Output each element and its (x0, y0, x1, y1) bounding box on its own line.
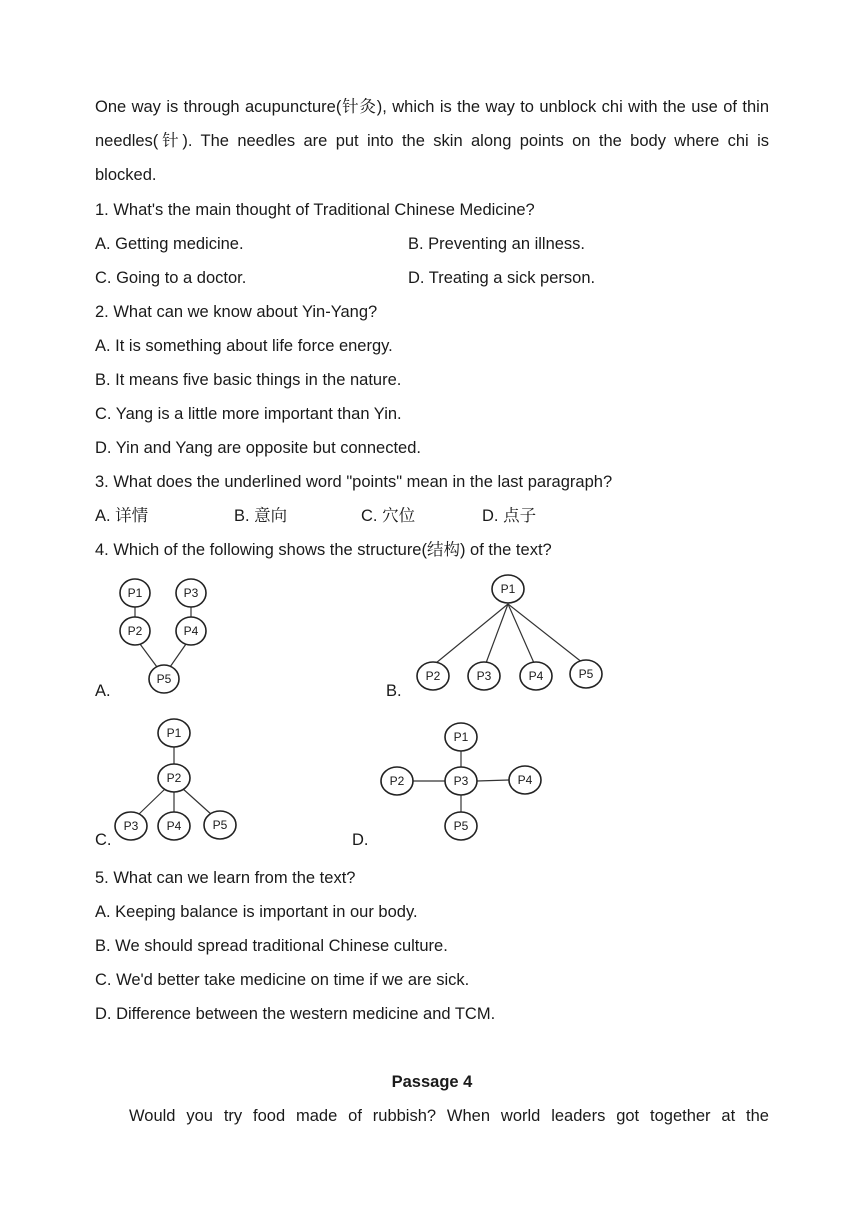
svg-text:P1: P1 (166, 726, 182, 740)
svg-text:P5: P5 (156, 672, 172, 686)
q4-option-d-label: D. (352, 831, 369, 849)
edge-d-p3-p4 (477, 780, 509, 781)
edge-b-p1-p5 (508, 604, 583, 663)
edge-c-p2-p3 (138, 788, 166, 815)
question-4-stem: 4. Which of the following shows the structure(结构) of the text? (95, 541, 552, 559)
svg-text:P1: P1 (453, 730, 469, 744)
node-a-p5 (149, 665, 179, 693)
node-d-p1 (445, 723, 477, 751)
node-c-p4 (158, 812, 190, 840)
q3-option-c: C. 穴位 (361, 507, 416, 525)
svg-text:P3: P3 (123, 819, 139, 833)
q1-option-a: A. Getting medicine. (95, 235, 244, 253)
q2-option-b: B. It means five basic things in the nature. (95, 371, 402, 389)
svg-text:P3: P3 (476, 669, 492, 683)
svg-text:P5: P5 (578, 667, 594, 681)
svg-text:P5: P5 (212, 818, 228, 832)
svg-text:P4: P4 (183, 624, 199, 638)
edge-a-p4-p5 (170, 644, 186, 667)
svg-text:P4: P4 (166, 819, 182, 833)
svg-text:P1: P1 (127, 586, 143, 600)
q1-option-d: D. Treating a sick person. (408, 269, 596, 287)
q3-option-a: A. 详情 (95, 507, 149, 525)
svg-text:P1: P1 (500, 582, 516, 596)
q4-option-a-label: A. (95, 682, 111, 700)
svg-text:P2: P2 (127, 624, 143, 638)
question-5-stem: 5. What can we learn from the text? (95, 869, 356, 887)
structure-diagram-d (375, 718, 550, 848)
passage-4-title: Passage 4 (391, 1073, 473, 1091)
q5-option-a: A. Keeping balance is important in our body. (95, 903, 418, 921)
q4-option-c-label: C. (95, 831, 112, 849)
q5-option-c: C. We'd better take medicine on time if we are sick. (95, 971, 470, 989)
q3-option-b: B. 意向 (234, 507, 288, 525)
svg-text:P5: P5 (453, 819, 469, 833)
question-2-stem: 2. What can we know about Yin-Yang? (95, 303, 378, 321)
svg-text:P2: P2 (389, 774, 405, 788)
node-a-p1 (120, 579, 150, 607)
q1-option-c: C. Going to a doctor. (95, 269, 247, 287)
svg-text:P2: P2 (166, 771, 182, 785)
structure-diagram-a (110, 570, 220, 695)
q5-option-b: B. We should spread traditional Chinese culture. (95, 937, 448, 955)
q1-option-b: B. Preventing an illness. (408, 235, 586, 253)
node-d-p2 (381, 767, 413, 795)
question-1-stem: 1. What's the main thought of Traditional Chinese Medicine? (95, 201, 535, 219)
svg-text:P2: P2 (425, 669, 441, 683)
q3-option-d: D. 点子 (482, 507, 537, 525)
node-d-p5 (445, 812, 477, 840)
svg-text:P4: P4 (528, 669, 544, 683)
structure-diagram-c (110, 715, 245, 845)
question-3-stem: 3. What does the underlined word "points" mean in the last paragraph? (95, 473, 613, 491)
q2-option-d: D. Yin and Yang are opposite but connected. (95, 439, 421, 457)
structure-diagram-b (410, 570, 610, 695)
node-d-p4 (509, 766, 541, 794)
node-b-p1 (492, 575, 524, 603)
q4-option-b-label: B. (386, 682, 402, 700)
node-c-p2 (158, 764, 190, 792)
node-b-p2 (417, 662, 449, 690)
svg-text:P4: P4 (517, 773, 533, 787)
node-b-p3 (468, 662, 500, 690)
node-c-p3 (115, 812, 147, 840)
edge-c-p2-p5 (182, 788, 212, 815)
node-a-p3 (176, 579, 206, 607)
edge-a-p2-p5 (140, 644, 157, 667)
q2-option-a: A. It is something about life force energy. (95, 337, 393, 355)
svg-text:P3: P3 (453, 774, 469, 788)
node-c-p1 (158, 719, 190, 747)
node-b-p5 (570, 660, 602, 688)
node-b-p4 (520, 662, 552, 690)
node-a-p4 (176, 617, 206, 645)
passage-4-first-line: Would you try food made of rubbish? When world leaders got together at the (129, 1107, 769, 1125)
node-a-p2 (120, 617, 150, 645)
node-d-p3 (445, 767, 477, 795)
intro-paragraph: One way is through acupuncture(针灸), which is the way to unblock chi with the use of thin needles(针). The needles are put into the skin along points on the body where chi is blocked. (95, 98, 769, 184)
svg-text:P3: P3 (183, 586, 199, 600)
node-c-p5 (204, 811, 236, 839)
q5-option-d: D. Difference between the western medicine and TCM. (95, 1005, 496, 1023)
q2-option-c: C. Yang is a little more important than Yin. (95, 405, 402, 423)
edge-b-p1-p4 (508, 604, 534, 663)
